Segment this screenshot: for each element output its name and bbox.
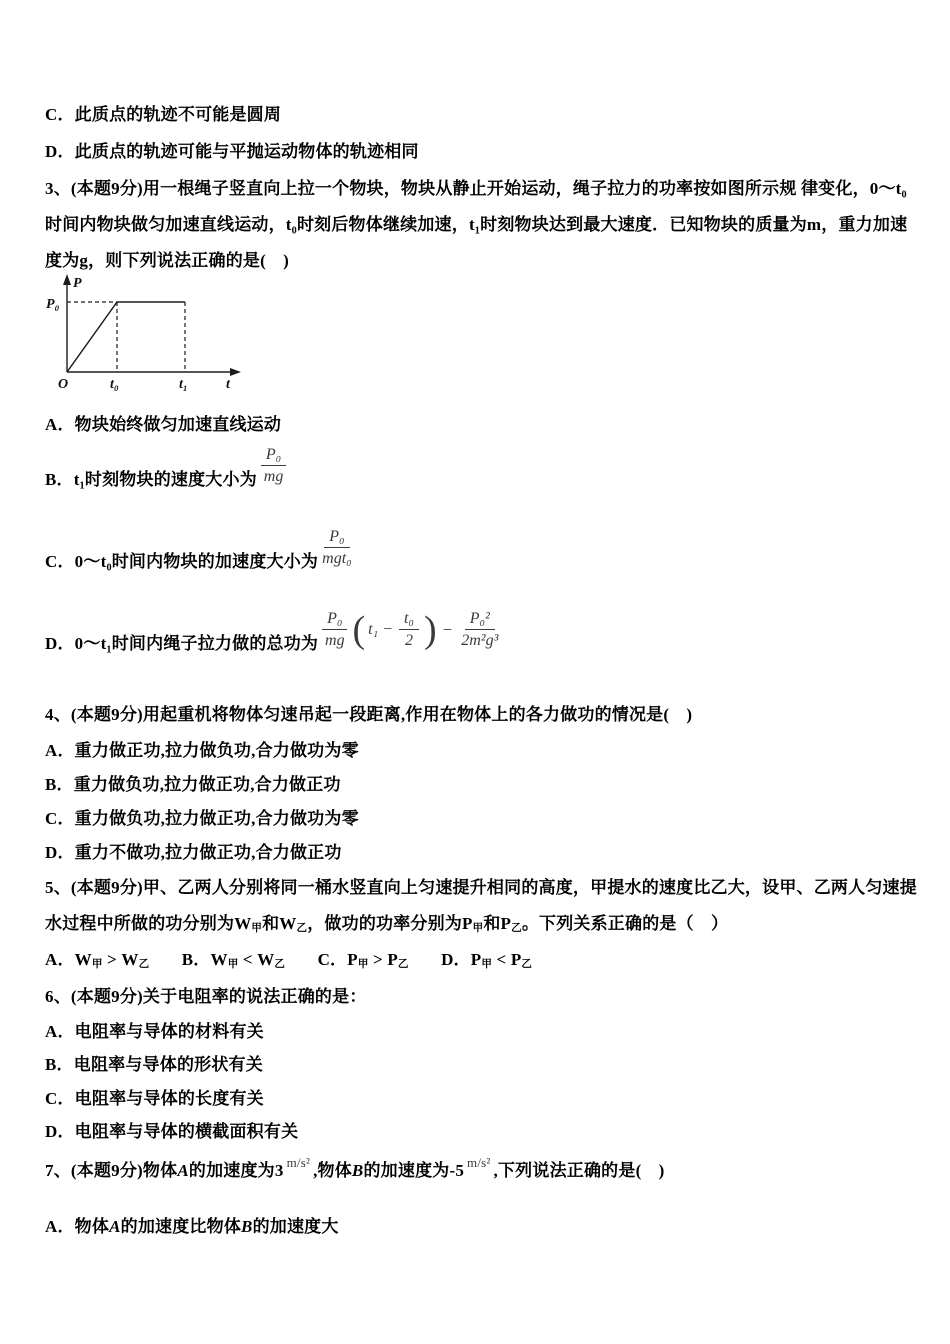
q5-option-text: A．W — [45, 950, 92, 969]
fraction-denominator: 2m²g³ — [461, 632, 499, 650]
minus-sign: − — [442, 619, 453, 639]
q5-stem-segment: ，做功的功率分别为P — [307, 914, 473, 933]
q3-option-b-fraction — [261, 445, 286, 486]
q6-option-a: A．电阻率与导体的材料有关 — [45, 1022, 264, 1041]
right-paren: ) — [423, 608, 437, 651]
q5-option-text: < W — [238, 950, 275, 969]
q3-option-d-fraction-1 — [322, 609, 347, 650]
q4-option-c: C．重力做负功,拉力做正功,合力做功为零 — [45, 809, 359, 828]
prev-question-option-d: D．此质点的轨迹可能与平抛运动物体的轨迹相同 — [45, 142, 419, 161]
fraction-denominator: 2 — [404, 632, 413, 650]
q7-stem-segment: 的加速度为-5 — [363, 1161, 465, 1180]
q5-option-text: C．P — [317, 950, 358, 969]
subscript-yi: 乙 — [397, 959, 409, 970]
q3-option-b-text: B．t₁时刻物块的速度大小为 — [45, 470, 257, 490]
power-time-graph — [45, 272, 250, 399]
q3-option-c-fraction — [322, 527, 352, 568]
q5-option-b — [182, 950, 285, 969]
subscript-jia: 甲 — [251, 923, 263, 934]
q7-stem-segment: 7、(本题9分)物体 — [45, 1161, 178, 1180]
q5-stem-line-1: 5、(本题9分)甲、乙两人分别将同一桶水竖直向上匀速提升相同的高度，甲提水的速度比乙大，设甲、乙两人匀速提 — [45, 878, 917, 897]
subscript-jia: 甲 — [357, 959, 369, 970]
variable-b: B — [241, 1217, 253, 1236]
unit-m-per-s2: m/s² — [467, 1155, 491, 1170]
q3-option-d-inner-term: t₁ − — [368, 620, 393, 638]
q5-stem-segment: 和W — [262, 914, 297, 933]
q5-stem-segment: 水过程中所做的功分别为W — [45, 914, 252, 933]
variable-b: B — [351, 1161, 364, 1180]
q6-stem: 6、(本题9分)关于电阻率的说法正确的是： — [45, 987, 367, 1006]
q7-option-segment: 的加速度大 — [252, 1217, 339, 1236]
q5-options-row — [45, 945, 560, 971]
q3-option-d — [45, 608, 502, 654]
y-axis-arrow-icon — [63, 274, 71, 285]
power-time-graph-svg — [45, 272, 250, 394]
t0-tick-label: t₀ — [110, 377, 119, 392]
q3-option-d-text: D．0～t₁时间内绳子拉力做的总功为 — [45, 634, 319, 654]
subscript-yi: 乙 — [274, 959, 286, 970]
q5-option-text: > W — [102, 950, 139, 969]
q3-stem-line-3: 度为g，则下列说法正确的是( ) — [45, 251, 290, 270]
fraction-numerator: t₀ — [399, 609, 419, 630]
left-paren: ( — [352, 608, 366, 651]
q5-option-d — [441, 950, 532, 969]
q5-option-c — [318, 950, 409, 969]
q3-option-b — [45, 445, 290, 490]
x-axis-label: t — [226, 377, 230, 392]
fraction-numerator: P₀ — [261, 445, 286, 466]
subscript-yi: 乙 — [521, 959, 533, 970]
fraction-denominator: mg — [325, 632, 345, 650]
q5-stem-segment: 和P — [483, 914, 512, 933]
subscript-jia: 甲 — [91, 959, 103, 970]
q5-option-text: > P — [368, 950, 398, 969]
prev-question-option-c: C．此质点的轨迹不可能是圆周 — [45, 105, 282, 124]
fraction-numerator: P₀ — [324, 527, 349, 548]
q4-stem: 4、(本题9分)用起重机将物体匀速吊起一段距离,作用在物体上的各力做功的情况是( ) — [45, 705, 693, 724]
fraction-numerator: P₀² — [465, 609, 495, 630]
x-axis-arrow-icon — [230, 368, 241, 376]
q5-option-text: D．P — [441, 950, 482, 969]
y-axis-label: P — [73, 276, 82, 291]
subscript-yi: 乙 — [296, 923, 308, 934]
q3-stem-line-2: 时间内物块做匀加速直线运动，t₀时刻后物体继续加速，t₁时刻物块达到最大速度．已知物块的质量为m，重力加速 — [45, 215, 908, 234]
variable-a: A — [109, 1217, 121, 1236]
q7-option-segment: A．物体 — [45, 1217, 110, 1236]
q6-option-c: C．电阻率与导体的长度有关 — [45, 1089, 264, 1108]
q6-option-b: B．电阻率与导体的形状有关 — [45, 1055, 263, 1074]
fraction-denominator: mgt₀ — [322, 550, 352, 568]
q4-option-a: A．重力做正功,拉力做负功,合力做功为零 — [45, 741, 359, 760]
q5-stem-line-2 — [45, 909, 728, 935]
q5-option-text: < P — [492, 950, 522, 969]
q7-stem-segment: ,下列说法正确的是( ) — [493, 1161, 665, 1180]
q3-option-c — [45, 527, 356, 572]
q5-option-text: B．W — [181, 950, 228, 969]
subscript-jia: 甲 — [227, 959, 239, 970]
q7-stem-segment: 的加速度为3 — [188, 1161, 284, 1180]
subscript-yi: 乙 — [511, 923, 522, 934]
subscript-jia: 甲 — [481, 959, 493, 970]
q7-option-a — [45, 1212, 339, 1237]
q3-stem-line-1: 3、(本题9分)用一根绳子竖直向上拉一个物块，物块从静止开始运动，绳子拉力的功率按如图所示规 律变化，0～t₀ — [45, 179, 907, 198]
q3-option-c-text: C．0～t₀时间内物块的加速度大小为 — [45, 552, 319, 572]
fraction-numerator: P₀ — [322, 609, 347, 630]
q3-option-d-fraction-3 — [461, 609, 498, 650]
q7-stem-segment: ,物体 — [313, 1161, 352, 1180]
unit-m-per-s2: m/s² — [286, 1155, 311, 1170]
q3-option-d-fraction-2 — [399, 609, 419, 650]
q5-option-a — [45, 950, 149, 969]
subscript-yi: 乙 — [138, 959, 150, 970]
q3-option-a: A．物块始终做匀加速直线运动 — [45, 415, 282, 434]
q4-option-b: B．重力做负功,拉力做正功,合力做正功 — [45, 775, 341, 794]
q6-option-d: D．电阻率与导体的横截面积有关 — [45, 1122, 299, 1141]
fraction-denominator: mg — [263, 468, 284, 486]
power-ramp-segment — [67, 302, 117, 372]
q7-option-segment: 的加速度比物体 — [120, 1217, 242, 1236]
q5-stem-segment: 。下列关系正确的是（ ） — [521, 914, 729, 933]
p0-tick-label: P₀ — [46, 297, 60, 312]
subscript-jia: 甲 — [472, 923, 484, 934]
origin-label: O — [58, 377, 69, 392]
q7-stem — [45, 1156, 665, 1181]
q4-option-d: D．重力不做功,拉力做正功,合力做正功 — [45, 843, 342, 862]
t1-tick-label: t₁ — [179, 377, 188, 392]
variable-a: A — [177, 1161, 189, 1180]
